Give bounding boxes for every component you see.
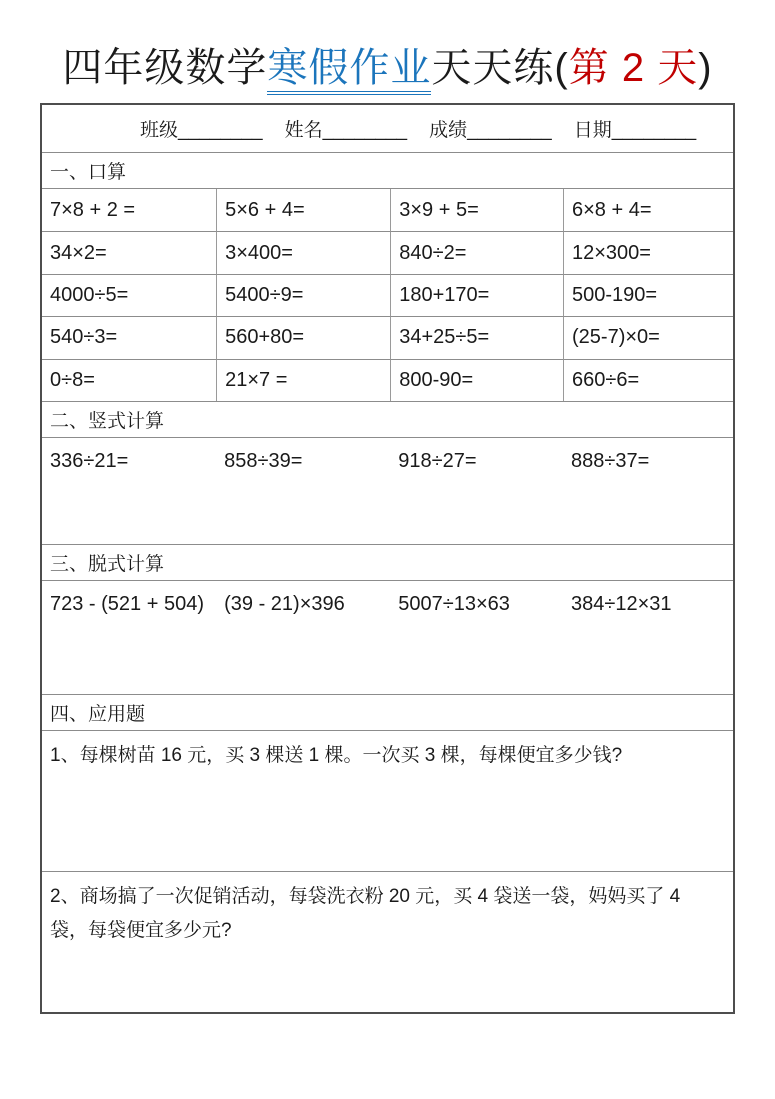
date-field <box>574 115 697 142</box>
oral-problem-cell: 540÷3= <box>42 316 216 358</box>
oral-problem-cell: 34×2= <box>42 231 216 273</box>
vertical-problem: 336÷21= <box>50 449 129 472</box>
section-heading-oral-label: 一、口算 <box>50 162 127 183</box>
stepwise-problem: 384÷12×31 <box>571 592 672 615</box>
date-blank-line: ________ <box>611 120 697 141</box>
page-title <box>0 36 775 93</box>
word-problem-1: 1、每棵树苗 16 元，买 3 棵送 1 棵。一次买 3 棵，每棵便宜多少钱? <box>42 730 733 871</box>
stepwise-problems-row <box>42 580 733 694</box>
student-info-row <box>42 105 733 152</box>
word-problem-2: 2、商场搞了一次促销活动，每袋洗衣粉 20 元，买 4 袋送一袋，妈妈买了 4 袋，每袋便宜多少元? <box>42 871 733 1012</box>
score-label: 成绩 <box>429 120 468 141</box>
title-part-grade: 四年级数学 <box>62 46 268 90</box>
oral-problem-cell: 5×6 + 4= <box>216 189 390 231</box>
section-heading-stepwise <box>42 544 733 580</box>
section-heading-oral <box>42 152 733 188</box>
vertical-problems-row <box>42 437 733 544</box>
section-heading-vertical <box>42 401 733 437</box>
class-label: 班级 <box>140 120 179 141</box>
title-part-daily-practice: 天天练( <box>431 46 569 90</box>
oral-problem-cell: 840÷2= <box>390 231 563 273</box>
score-blank-line: ________ <box>467 120 552 141</box>
oral-problem-cell: 5400÷9= <box>216 274 390 316</box>
oral-problem-cell: 180+170= <box>390 274 563 316</box>
section-heading-vertical-label: 二、竖式计算 <box>50 410 165 432</box>
oral-problem-cell: 12×300= <box>563 231 733 273</box>
name-label: 姓名 <box>284 120 323 141</box>
date-label: 日期 <box>573 120 612 141</box>
oral-problems-grid <box>42 188 733 401</box>
vertical-problem: 888÷37= <box>571 449 650 472</box>
stepwise-problem: (39 - 21)×396 <box>224 592 345 615</box>
oral-problem-cell: 500-190= <box>563 274 733 316</box>
stepwise-problem: 5007÷13×63 <box>398 592 510 615</box>
name-blank-line: ________ <box>322 120 408 141</box>
oral-problem-cell: 3×9 + 5= <box>390 189 563 231</box>
oral-problem-cell: 34+25÷5= <box>390 316 563 358</box>
title-part-close-paren: ) <box>698 46 713 90</box>
oral-problem-cell: 800-90= <box>390 359 563 401</box>
title-part-holiday-homework: 寒假作业 <box>267 46 431 95</box>
oral-problem-cell: 3×400= <box>216 231 390 273</box>
stepwise-problem: 723 - (521 + 504) <box>50 592 204 615</box>
oral-problem-cell: 6×8 + 4= <box>563 189 733 231</box>
section-heading-word-label: 四、应用题 <box>50 703 146 725</box>
oral-problem-cell: 660÷6= <box>563 359 733 401</box>
oral-problem-cell: 0÷8= <box>42 359 216 401</box>
class-field <box>140 115 263 142</box>
oral-problem-cell: 4000÷5= <box>42 274 216 316</box>
section-heading-word <box>42 694 733 730</box>
section-heading-stepwise-label: 三、脱式计算 <box>50 553 165 575</box>
class-blank-line: ________ <box>178 120 263 141</box>
worksheet-table <box>40 103 735 1014</box>
oral-problem-cell: 7×8 + 2 = <box>50 198 136 221</box>
vertical-problem: 918÷27= <box>398 449 477 472</box>
oral-problem-cell: (25-7)×0= <box>563 316 733 358</box>
vertical-problem: 858÷39= <box>224 449 303 472</box>
oral-problem-cell: 21×7 = <box>216 359 390 401</box>
name-field <box>285 115 408 142</box>
score-field <box>429 115 552 142</box>
title-part-day-number: 第 2 天 <box>568 46 699 90</box>
oral-problem-cell: 560+80= <box>216 316 390 358</box>
